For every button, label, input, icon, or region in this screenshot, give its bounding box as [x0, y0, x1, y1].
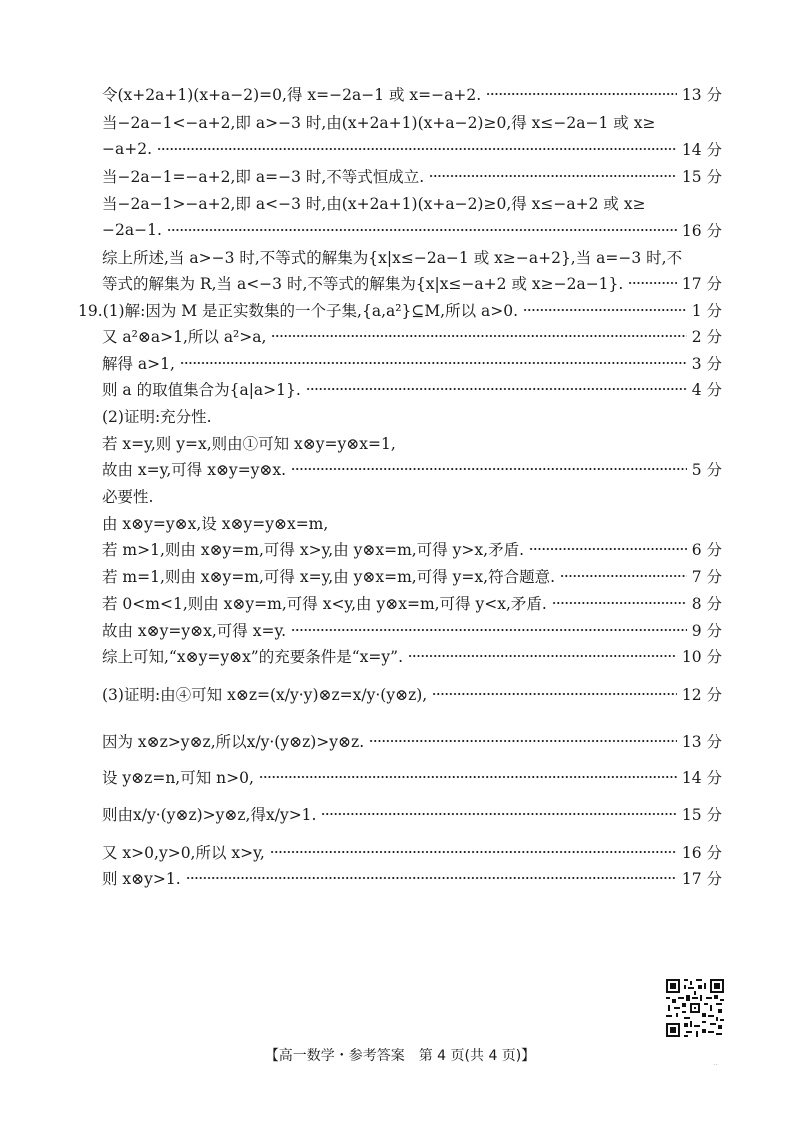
- line-score: 13 分: [681, 733, 722, 751]
- answer-line: [102, 136, 722, 162]
- leader-dots: [270, 851, 677, 853]
- line-text: 综上所述,当 a>−3 时,不等式的解集为{x|x≤−2a−1 或 x≥−a+2},当 a=−3 时,不: [102, 249, 683, 267]
- line-text: 当−2a−1<−a+2,即 a>−3 时,由(x+2a+1)(x+a−2)≥0,得 x≤−2a−1 或 x≥: [102, 114, 656, 132]
- line-score: 5 分: [691, 461, 722, 479]
- line-text: 若 x=y,则 y=x,则由①可知 x⊗y=y⊗x=1,: [102, 435, 396, 453]
- leader-dots: [369, 740, 677, 742]
- answer-line: [102, 403, 722, 429]
- line-text: 当−2a−1>−a+2,即 a<−3 时,由(x+2a+1)(x+a−2)≥0,得 x≤−a+2 或 x≥: [102, 195, 646, 213]
- line-text: 设 y⊗z=n,可知 n>0,: [102, 769, 254, 787]
- leader-dots: [321, 813, 676, 815]
- line-text: 则由x/y·(y⊗z)>y⊗z,得x/y>1.: [102, 806, 317, 824]
- line-text: 令(x+2a+1)(x+a−2)=0,得 x=−2a−1 或 x=−a+2.: [102, 86, 482, 104]
- line-text: 则 x⊗y>1.: [102, 870, 181, 888]
- answer-line: [102, 244, 722, 270]
- line-text: 若 m>1,则由 x⊗y=m,可得 x>y,由 y⊗x=m,可得 y>x,矛盾.: [102, 541, 524, 559]
- answer-line: [102, 270, 722, 296]
- answer-line: [102, 81, 722, 107]
- answer-line: [102, 590, 722, 616]
- leader-dots: [432, 693, 677, 695]
- line-text: 则 a 的取值集合为{a|a>1}.: [102, 381, 301, 399]
- answer-line: [102, 376, 722, 402]
- line-score: 14 分: [681, 769, 722, 787]
- answer-line: [78, 297, 722, 323]
- answer-line: [102, 865, 722, 891]
- leader-dots: [560, 575, 687, 577]
- line-score: 3 分: [691, 355, 722, 373]
- answer-line: [102, 510, 722, 536]
- answer-line: [102, 217, 722, 243]
- leader-dots: [523, 309, 687, 311]
- answer-line: [102, 430, 722, 456]
- line-text: 又 a²⊗a>1,所以 a²>a,: [102, 328, 267, 346]
- leader-dots: [271, 335, 686, 337]
- line-text: 等式的解集为 R,当 a<−3 时,不等式的解集为{x|x≤−a+2 或 x≥−2a−1}.: [102, 275, 624, 293]
- line-text: −a+2.: [102, 140, 153, 158]
- answer-line: [102, 801, 722, 827]
- line-score: 9 分: [691, 622, 722, 640]
- leader-dots: [180, 362, 687, 364]
- line-score: 10 分: [681, 648, 722, 666]
- answer-line: [102, 728, 722, 754]
- line-score: 17 分: [681, 275, 722, 293]
- answer-line: [102, 456, 722, 482]
- leader-dots: [167, 229, 677, 231]
- leader-dots: [157, 148, 677, 150]
- leader-dots: [291, 629, 687, 631]
- line-score: 16 分: [681, 222, 722, 240]
- line-score: 1 分: [691, 302, 722, 320]
- answer-line: [102, 163, 722, 189]
- line-score: 7 分: [691, 568, 722, 586]
- answer-line: [102, 350, 722, 376]
- line-score: 4 分: [691, 381, 722, 399]
- line-text: 必要性.: [102, 488, 154, 506]
- answer-line: [102, 617, 722, 643]
- line-text: 当−2a−1=−a+2,即 a=−3 时,不等式恒成立.: [102, 168, 425, 186]
- line-text: 若 0<m<1,则由 x⊗y=m,可得 x<y,由 y⊗x=m,可得 y<x,矛盾.: [102, 595, 547, 613]
- answer-line: [102, 643, 722, 669]
- answer-line: [102, 536, 722, 562]
- line-score: 15 分: [681, 168, 722, 186]
- answer-line: [102, 483, 722, 509]
- answer-line: [102, 681, 722, 707]
- page-footer: 【高一数学・参考答案 第 4 页(共 4 页)】: [264, 1048, 536, 1064]
- answer-line: [102, 839, 722, 865]
- leader-dots: [486, 93, 677, 95]
- line-text: 因为 x⊗z>y⊗z,所以x/y·(y⊗z)>y⊗z.: [102, 733, 365, 751]
- leader-dots: [628, 282, 677, 284]
- answer-line: [102, 190, 722, 216]
- answer-line: [102, 764, 722, 790]
- line-score: 16 分: [681, 844, 722, 862]
- line-score: 13 分: [681, 86, 722, 104]
- line-text: (3)证明:由④可知 x⊗z=(x/y·y)⊗z=x/y·(y⊗z),: [102, 686, 428, 704]
- line-text: 故由 x=y,可得 x⊗y=y⊗x.: [102, 461, 287, 479]
- leader-dots: [186, 877, 677, 879]
- line-score: 6 分: [691, 541, 722, 559]
- answer-line: [102, 323, 722, 349]
- line-text: −2a−1.: [102, 221, 162, 239]
- answer-line: [102, 563, 722, 589]
- line-text: 19.(1)解:因为 M 是正实数集的一个子集,{a,a²}⊆M,所以 a>0.: [78, 302, 519, 320]
- leader-dots: [429, 175, 677, 177]
- line-score: 2 分: [691, 328, 722, 346]
- line-score: 15 分: [681, 806, 722, 824]
- line-text: 综上可知,“x⊗y=y⊗x”的充要条件是“x=y”.: [102, 648, 403, 666]
- line-score: 14 分: [681, 141, 722, 159]
- line-text: 若 m=1,则由 x⊗y=m,可得 x=y,由 y⊗x=m,可得 y=x,符合题意.: [102, 568, 555, 586]
- leader-dots: [529, 548, 687, 550]
- leader-dots: [259, 776, 677, 778]
- line-text: 解得 a>1,: [102, 355, 175, 373]
- line-score: 12 分: [681, 686, 722, 704]
- qr-code-icon: [666, 979, 724, 1037]
- line-score: 8 分: [691, 595, 722, 613]
- line-score: 17 分: [681, 870, 722, 888]
- leader-dots: [408, 655, 677, 657]
- line-text: 由 x⊗y=y⊗x,设 x⊗y=y⊗x=m,: [102, 515, 329, 533]
- corner-mark: ..: [713, 1058, 719, 1067]
- leader-dots: [291, 468, 687, 470]
- leader-dots: [306, 388, 687, 390]
- leader-dots: [552, 602, 687, 604]
- answer-line: [102, 109, 722, 135]
- line-text: 故由 x⊗y=y⊗x,可得 x=y.: [102, 622, 287, 640]
- line-text: 又 x>0,y>0,所以 x>y,: [102, 844, 265, 862]
- line-text: (2)证明:充分性.: [102, 408, 212, 426]
